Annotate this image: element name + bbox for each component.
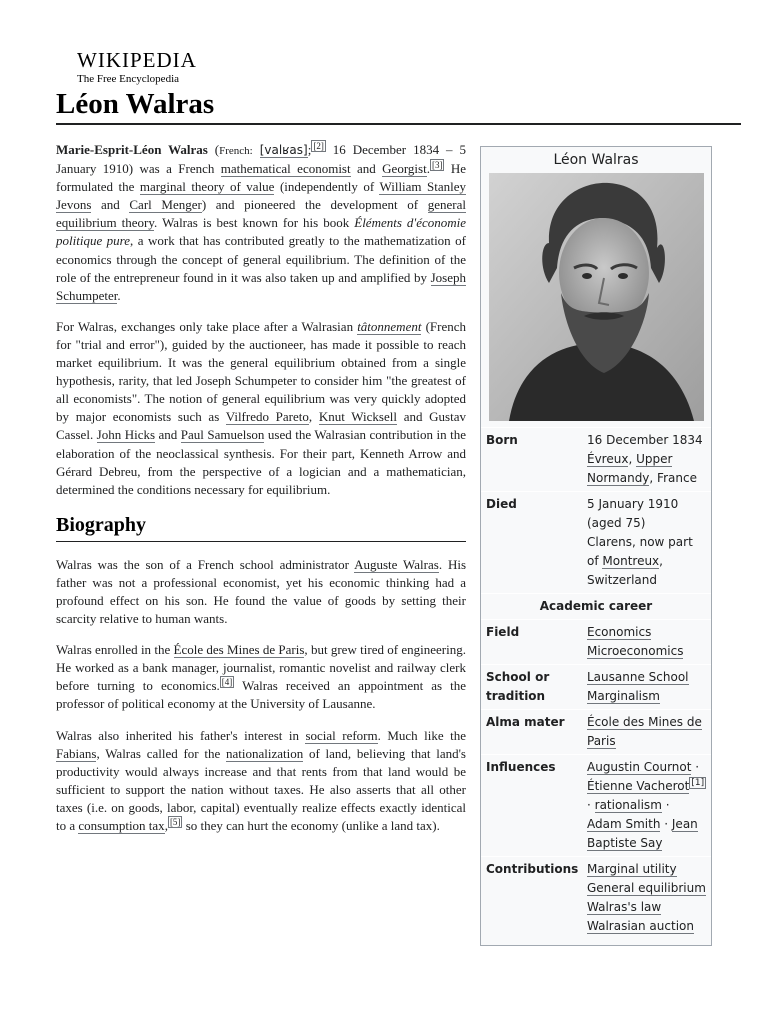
link-jean-baptiste-say[interactable]: Jean Baptiste Say [587,817,698,850]
academic-career-heading: Academic career [481,593,711,619]
link-lausanne-school[interactable]: Lausanne School [587,670,689,684]
separator: · [587,798,595,812]
link-cournot[interactable]: Augustin Cournot [587,760,692,774]
separator: · [661,798,670,812]
born-place [587,450,707,488]
link-tatonnement[interactable] [357,319,421,335]
alma-mater-value [587,713,707,751]
link-schumpeter[interactable]: Joseph Schumpeter [56,269,466,303]
infobox-row-field [481,619,711,664]
died-label: Died [486,497,517,511]
died-place [587,533,707,571]
school-value [587,668,707,706]
link-general-equilibrium-theory[interactable]: general equilibrium theory [56,197,466,231]
infobox [480,146,712,946]
link-walras-law[interactable]: Walras's law [587,900,662,914]
reference-2[interactable]: [2] [313,141,324,151]
text: Walras enrolled in the [56,642,174,658]
infobox-row-died [481,491,711,593]
contributions-label: Contributions [486,862,579,876]
link-social-reform[interactable]: social reform [305,727,378,743]
separator: · [660,817,672,831]
text: . Walras is best known for his book [154,215,355,231]
infobox-row-school [481,664,711,709]
link-georgist[interactable]: Georgist [382,161,427,177]
died-value [587,495,707,590]
school-label: School or tradition [486,670,550,703]
link-general-equilibrium[interactable]: General equilibrium [587,881,706,895]
biography-paragraph-2 [56,641,466,713]
text: , [628,452,637,466]
ipa-pronunciation[interactable]: [valʁas] [259,143,308,157]
field-label: Field [486,625,520,639]
text: , [659,554,663,568]
text: 16 December 1834 – 5 January 1910) was a French [56,142,466,177]
infobox-row-contributions [481,856,711,939]
text: . His father was not a professional economist, yet his economic thinking had a profound effect on his son. He found the value of goods by setting their scarcity relative to human wants. [56,556,466,627]
link-economics[interactable]: Economics [587,625,652,639]
contributions-value [587,860,707,936]
text: used the Walrasian contribution in the elaboration of the neoclassical synthesis. For their part, Kenneth Arrow and Gérard Debreu, from the perspective of a logician and a mathematician, determined the conditions necessary for equilibrium. [56,427,466,497]
link-marginalism[interactable]: Marginalism [587,689,660,703]
link-auguste-walras[interactable]: Auguste Walras [354,556,439,572]
page-title: Léon Walras [56,88,215,120]
text: For Walras, exchanges only take place after a Walrasian [56,318,358,334]
link-pareto[interactable]: Vilfredo Pareto [225,409,309,425]
link-mathematical-economist[interactable]: mathematical economist [220,161,351,177]
text: Walras was the son of a French school administrator [56,556,355,572]
link-montreux[interactable]: Montreux [602,554,660,568]
died-age: (aged 75) [587,516,646,530]
text: . [117,287,121,303]
born-value [587,431,707,488]
link-upper-normandy[interactable]: Upper Normandy [587,452,673,485]
text: Clarens, now part of [587,535,693,568]
infobox-row-alma-mater [481,709,711,754]
text: so they can hurt the economy (unlike a land tax). [182,818,440,833]
lead-paragraph-1: Marie-Esprit-Léon Walras (French: [valʁas]; [2] 16 December 1834 – 5 January 1910) was a French mathematical economist and Georgist. [3] He formulated the marginal theory of value (independently of William Stanley Jevons and Carl Menger) and pioneered the development of general equilibrium theory. Walras is best known for his book Éléments d'économie politique pure, a work that has contributed greatly to the mathematization of economics through the concept of general equilibrium. The definition of the role of the entrepreneur found in it was also taken up and amplified by Joseph Schumpeter. [56,141,467,303]
biography-heading: Biography [56,512,466,542]
text: and Gustav Cassel. [56,409,466,443]
text: Walras received an appointment as the professor of political economy at the University of Lausanne. [56,678,466,712]
text: , [164,818,168,833]
wikipedia-logo[interactable] [77,49,197,86]
link-evreux[interactable]: Évreux [587,452,629,466]
separator: · [691,760,700,774]
link-menger[interactable]: Carl Menger [129,197,202,213]
text: and [91,197,130,213]
link-hicks[interactable]: John Hicks [96,427,156,443]
text: , [308,409,319,425]
reference-4[interactable]: [4] [221,677,233,688]
link-samuelson[interactable]: Paul Samuelson [180,427,265,443]
alma-mater-label: Alma mater [486,715,565,729]
infobox-row-influences [481,754,711,856]
infobox-row-born [481,427,711,491]
book-title: Éléments d'économie politique pure [56,215,467,249]
link-fabians[interactable]: Fabians [56,745,97,761]
portrait-image[interactable] [489,173,704,421]
born-date: 16 December 1834 [587,433,703,447]
influences-value [587,758,707,853]
text: , but grew tired of engineering. He worked as a bank manager, journalist, romantic novelist and railway clerk before turning to economics. [56,642,466,694]
subject-name: Marie-Esprit-Léon Walras [56,142,208,157]
link-nationalization[interactable]: nationalization [225,745,304,761]
link-rationalism[interactable]: rationalism [594,798,662,812]
text: (independently of [274,179,380,195]
text: Walras also inherited his father's interest in [56,727,306,743]
text: ) and pioneered the development of [201,197,428,213]
text: , France [649,471,697,485]
text: . Much like the [377,727,466,743]
link-ecole-des-mines[interactable]: École des Mines de Paris [173,642,305,658]
influences-label: Influences [486,760,556,774]
link-vacherot[interactable]: Étienne Vacherot [587,779,690,793]
biography-paragraph-1 [56,556,466,628]
tatonnement-term: tâtonnement [357,318,422,334]
text: (French for "trial and error"), guided by the auctioneer, has made it possible to reach market equilibrium. It was the general equilibrium obtained from a single hypothesis, rarity, that led Joseph Schumpeter to consider him "the greatest of all economists". The notion of general equilibrium was very quickly adopted by major economists such as [56,318,466,425]
link-adam-smith[interactable]: Adam Smith [587,817,661,831]
born-label: Born [486,433,518,447]
biography-paragraph-3 [56,727,466,836]
link-marginal-utility[interactable]: Marginal utility [587,862,677,876]
portrait-illustration [489,173,704,421]
field-value [587,623,707,661]
text: and [155,427,181,443]
died-country: Switzerland [587,573,657,587]
link-wicksell[interactable]: Knut Wicksell [318,409,397,425]
title-divider [56,123,741,125]
link-microeconomics[interactable]: Microeconomics [587,644,684,658]
text: , Walras called for the [96,745,226,761]
french-label: French: [219,145,253,157]
wikipedia-wordmark: WIKIPEDIA [77,48,197,72]
text: and [350,161,383,177]
died-date: 5 January 1910 [587,497,679,511]
reference-3[interactable]: [3] [431,160,443,171]
text: of land, believing that land's productivity would always increase and that rents from that land would be sufficient to support the nation without taxes. He also asserts that all other taxes (i.e. on goods, labor, capital) eventually realize effects exactly identical to a [56,745,466,833]
text: He formulated the [56,161,466,195]
infobox-reference-1[interactable]: [1] [691,778,705,788]
infobox-title: Léon Walras [553,152,639,168]
link-jevons[interactable]: William Stanley Jevons [56,179,467,213]
link-consumption-tax[interactable]: consumption tax [78,818,165,833]
link-alma-mater[interactable]: École des Mines de Paris [587,715,702,748]
reference-5[interactable]: [5] [169,817,181,827]
article-body [56,141,466,848]
lead-paragraph-2 [56,318,466,499]
link-walrasian-auction[interactable]: Walrasian auction [587,919,694,933]
wikipedia-tagline: The Free Encyclopedia [77,73,180,85]
link-marginal-theory[interactable]: marginal theory of value [139,179,275,195]
text: , a work that has contributed greatly to the mathematization of economics through the concept of general equilibrium. The definition of the role of the entrepreneur found in it was also taken up and amplified by [56,233,466,285]
